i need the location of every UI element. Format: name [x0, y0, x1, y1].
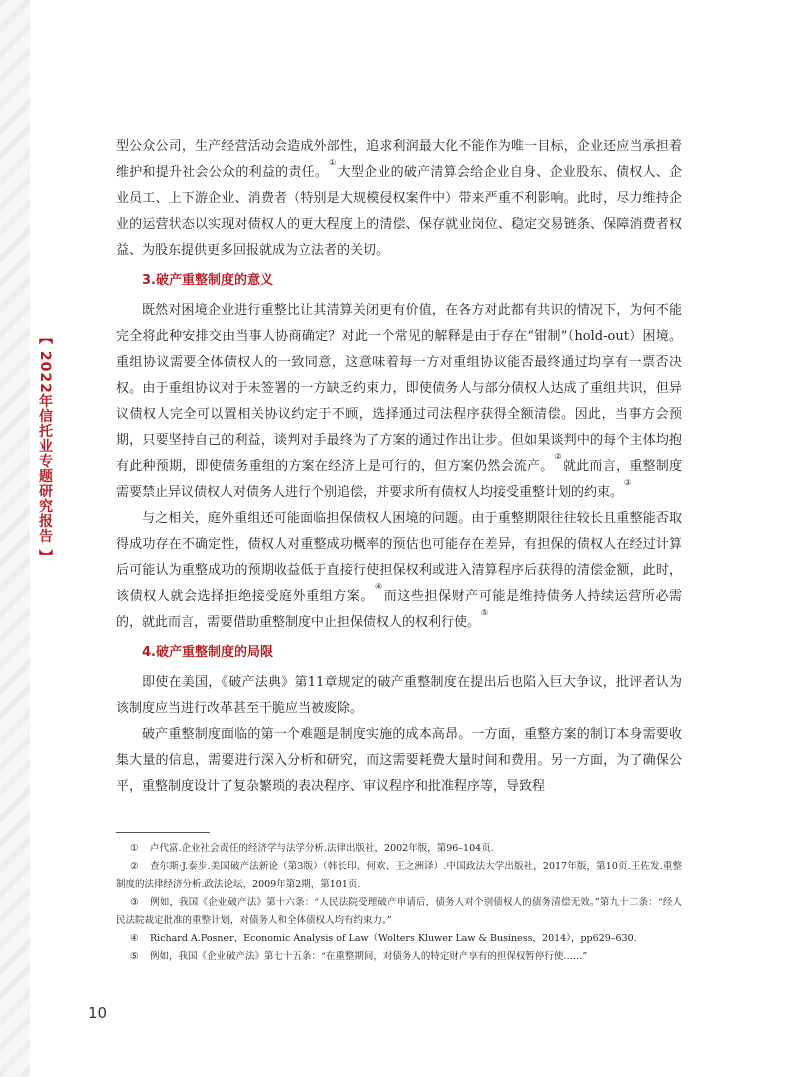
- footnote-ref-2[interactable]: ②: [554, 452, 562, 461]
- footnote-3: [116, 894, 682, 930]
- section-4-heading: 4.破产重整制度的局限: [142, 645, 273, 660]
- section-3-paragraph-2: [116, 506, 682, 636]
- footnote-ref-4[interactable]: ④: [375, 582, 383, 591]
- footnote-number: ①: [130, 843, 139, 854]
- footnote-text: 例如，我国《企业破产法》第七十五条：“在重整期间，对债务人的特定财产享有的担保权暂停行使……”: [150, 951, 588, 962]
- footnote-text: Richard A.Posner，Economic Analysis of Law（Wolters Kluwer Law & Business，2014），pp629–630.: [150, 933, 637, 944]
- footnote-divider: [116, 832, 210, 833]
- footnote-number: ⑤: [130, 951, 139, 962]
- footnote-ref-5[interactable]: ⑤: [481, 608, 489, 617]
- footnotes: [116, 840, 682, 966]
- intro-text-2: 大型企业的破产清算会给企业自身、企业股东、债权人、企业员工、上下游企业、消费者（特别是大规模侵权案件中）带来严重不利影响。此时，尽力维持企业的运营状态以实现对债权人的更大程度上的清偿、保存就业岗位、稳定交易链条、保障消费者权益、为股东提供更多回报就成为立法者的关切。: [116, 165, 682, 258]
- footnote-number: ④: [130, 933, 139, 944]
- page-number: 10: [88, 1004, 108, 1022]
- footnote-4: [116, 930, 682, 948]
- section-3-paragraph-1: [116, 298, 682, 506]
- footnote-number: ②: [130, 861, 139, 872]
- footnote-ref-1[interactable]: ①: [329, 158, 337, 167]
- footnote-ref-3[interactable]: ③: [624, 478, 632, 487]
- page-edge-decoration: [0, 0, 30, 1077]
- footnote-1: [116, 840, 682, 858]
- footnote-number: ③: [130, 897, 139, 908]
- intro-paragraph: [116, 134, 682, 264]
- footnote-5: [116, 948, 682, 966]
- section-3-heading: 3.破产重整制度的意义: [142, 273, 273, 288]
- s3p2-text-1: 与之相关，庭外重组还可能面临担保债权人困境的问题。由于重整期限往往较长且重整能否取得成功存在不确定性，债权人对重整成功概率的预估也可能存在差异，有担保的债权人在经过计算后可能认为重整成功的预期收益低于直接行使担保权利或进入清算程序后获得的清偿金额，此时，该债权人就会选择拒绝接受庭外重组方案。: [116, 511, 682, 604]
- s3p1-text-2: 就此而言，重整制度需要禁止异议债权人对债务人进行个别追偿，并要求所有债权人均接受重整计划的约束。: [116, 459, 682, 500]
- page-body: [116, 134, 682, 800]
- report-side-label: 【 2022年信托业专题研究报告 】: [37, 330, 53, 565]
- footnote-text: 卢代富.企业社会责任的经济学与法学分析.法律出版社，2002年版，第96–104页.: [150, 843, 494, 854]
- s3p2-text-2: 而这些担保财产可能是维持债务人持续运营所必需的，就此而言，需要借助重整制度中止担保债权人的权利行使。: [116, 589, 682, 630]
- section-4-paragraph-1: 即使在美国，《破产法典》第11章规定的破产重整制度在提出后也陷入巨大争议，批评者认为该制度应当进行改革甚至干脆应当被废除。: [116, 675, 682, 716]
- footnote-2: [116, 858, 682, 894]
- s3p1-text-1: 既然对困境企业进行重整比让其清算关闭更有价值，在各方对此都有共识的情况下，为何不能完全将此种安排交由当事人协商确定？对此一个常见的解释是由于存在“钳制”（hold-out）困境。重组协议需要全体债权人的一致同意，这意味着每一方对重组协议能否最终通过均享有一票否决权。由于重组协议对于未签署的一方缺乏约束力，即使债务人与部分债权人达成了重组共识，但异议债权人完全可以置相关协议约定于不顾，选择通过司法程序获得全额清偿。因此，当事方会预期，只要坚持自己的利益，谈判对手最终为了方案的通过作出让步。但如果谈判中的每个主体均抱有此种预期，即使债务重组的方案在经济上是可行的，但方案仍然会流产。: [116, 303, 682, 474]
- section-4-paragraph-2: 破产重整制度面临的第一个难题是制度实施的成本高昂。一方面，重整方案的制订本身需要收集大量的信息，需要进行深入分析和研究，而这需要耗费大量时间和费用。另一方面，为了确保公平，重整制度设计了复杂繁琐的表决程序、审议程序和批准程序等，导致程: [116, 727, 682, 794]
- footnote-text: 例如，我国《企业破产法》第十六条：“人民法院受理破产申请后，债务人对个别债权人的债务清偿无效。”第九十二条：“经人民法院裁定批准的重整计划，对债务人和全体债权人均有约束力。”: [116, 897, 682, 926]
- intro-text-1: 型公众公司，生产经营活动会造成外部性，追求利润最大化不能作为唯一目标，企业还应当承担着维护和提升社会公众的利益的责任。: [116, 139, 682, 180]
- footnote-text: 查尔斯·J.泰步.美国破产法新论（第3版）（韩长印、何欢、王之洲译）.中国政法大学出版社，2017年版，第10页.王佐发.重整制度的法律经济分析.政法论坛，2009年第2期，第101页.: [116, 861, 682, 890]
